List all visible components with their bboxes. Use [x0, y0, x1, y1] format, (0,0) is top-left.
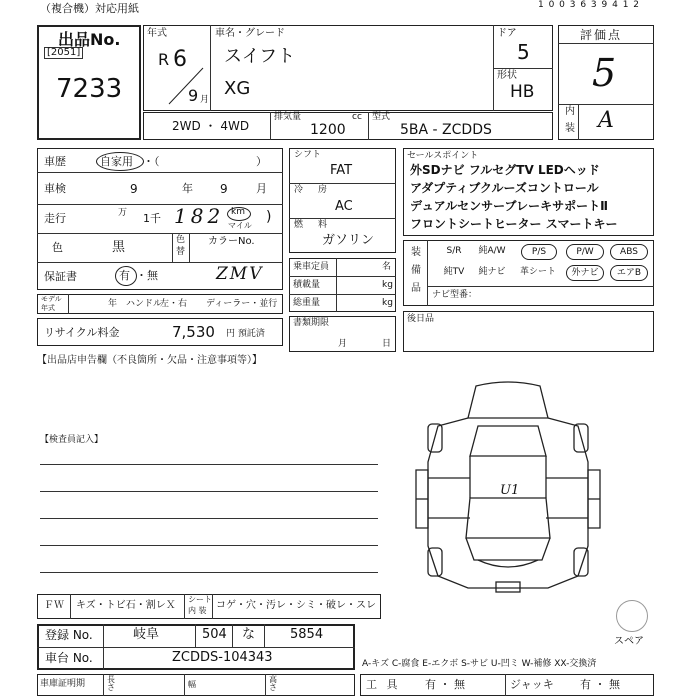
sales-point-4: フロントシートヒーター スマートキー [410, 217, 618, 231]
seat-text: コゲ・穴・汚レ・シミ・破レ・スレ [216, 600, 376, 611]
year-month: 9 [188, 86, 199, 105]
engine-value: 1200 [310, 122, 346, 138]
rating-interior: A [598, 108, 614, 133]
inspection-year: 9 [130, 182, 138, 196]
equip-ps: P/S [521, 244, 557, 260]
equip-ext-navi: 外ナビ [566, 265, 604, 281]
sales-point-3: デュアルセンサーブレーキサポートⅡ [410, 199, 608, 213]
reg-area: 岐阜 [133, 627, 160, 642]
color-value: 黒 [112, 240, 126, 255]
ac-value: AC [335, 199, 353, 214]
engine-label: 排気量 [274, 112, 302, 122]
type-value: 5BA - ZCDDS [400, 122, 492, 138]
mileage-value: 182 [174, 204, 225, 228]
warranty-label: 保証書 [44, 270, 77, 283]
top-code: 1 0 0 3 6 3 9 4 1 2 [538, 0, 641, 10]
damage-mark: U1 [500, 483, 520, 498]
damage-legend: A-キズ C-腐食 E-エクボ S-サビ U-凹ミ W-補修 XX-交換済 [362, 659, 597, 669]
model-name: スイフト [224, 46, 296, 67]
form-note: （複合機）対応用紙 [40, 2, 139, 15]
reg-kana: な [242, 627, 256, 642]
doors-value: 5 [517, 40, 530, 64]
mileage-label: 走行 [44, 212, 66, 225]
lot-label: 出品No. [58, 30, 121, 49]
seller-notes-label: 【出品店申告欄（不良箇所・欠品・注意事項等）】 [37, 355, 262, 366]
equip-abs: ABS [610, 244, 648, 260]
lot-number: 7233 [56, 74, 123, 104]
drive-type: 2WD ・ 4WD [172, 119, 250, 133]
jack-value: 有 ・ 無 [580, 678, 620, 691]
equip-sr: S/R [446, 246, 462, 256]
equip-airbag: エアB [610, 265, 648, 281]
color-no-label: カラーNo. [208, 236, 255, 247]
fuel-value: ガソリン [322, 233, 375, 248]
year-era: R [158, 50, 170, 69]
mileage-thousand: 1千 [143, 212, 161, 225]
history-own: 自家用 [100, 155, 133, 168]
rating-score: 5 [592, 51, 617, 95]
year-label: 年式 [147, 28, 167, 39]
type-label: 型式 [372, 112, 391, 122]
inspection-label: 車検 [44, 182, 66, 195]
sales-point-1: 外SDナビ フルセグTV LEDヘッド [410, 163, 600, 177]
equip-navi: 純ナビ [478, 267, 506, 277]
shift-value: FAT [330, 163, 353, 178]
year-value: 6 [173, 47, 187, 72]
history-label: 車歴 [44, 155, 66, 168]
equip-tv: 純TV [443, 267, 465, 277]
reg-class: 504 [202, 627, 227, 642]
model-label: 車名・グレード [215, 28, 285, 39]
chassis-number: ZCDDS-104343 [172, 650, 273, 665]
recycle-value: 7,530 [172, 323, 215, 341]
lot-sub: [2051] [44, 47, 83, 59]
warranty-code: ZMV [216, 264, 264, 284]
warranty-yes: 有 [119, 269, 130, 282]
tools-value: 有 ・ 無 [425, 678, 465, 691]
color-label: 色 [52, 241, 63, 254]
reg-number: 5854 [290, 627, 324, 642]
shape-value: HB [510, 82, 535, 102]
later-items-box [403, 311, 654, 352]
sales-point-2: アダプティブクルーズコントロール [410, 181, 599, 195]
doors-label: ドア [497, 28, 517, 39]
equip-leather: 革シート [519, 267, 556, 277]
fw-text: キズ・トビ石・割レＸ [76, 600, 176, 611]
spare-label: スペア [614, 636, 644, 647]
equip-aw: 純A/W [478, 246, 506, 256]
inspection-month: 9 [220, 182, 228, 196]
model-grade: XG [224, 78, 251, 99]
shape-label: 形状 [497, 70, 517, 81]
recycle-label: リサイクル料金 [44, 326, 120, 339]
equip-pw: P/W [566, 244, 604, 260]
inspector-label: 【検査員記入】 [40, 435, 104, 445]
rating-label: 評価点 [580, 28, 623, 42]
